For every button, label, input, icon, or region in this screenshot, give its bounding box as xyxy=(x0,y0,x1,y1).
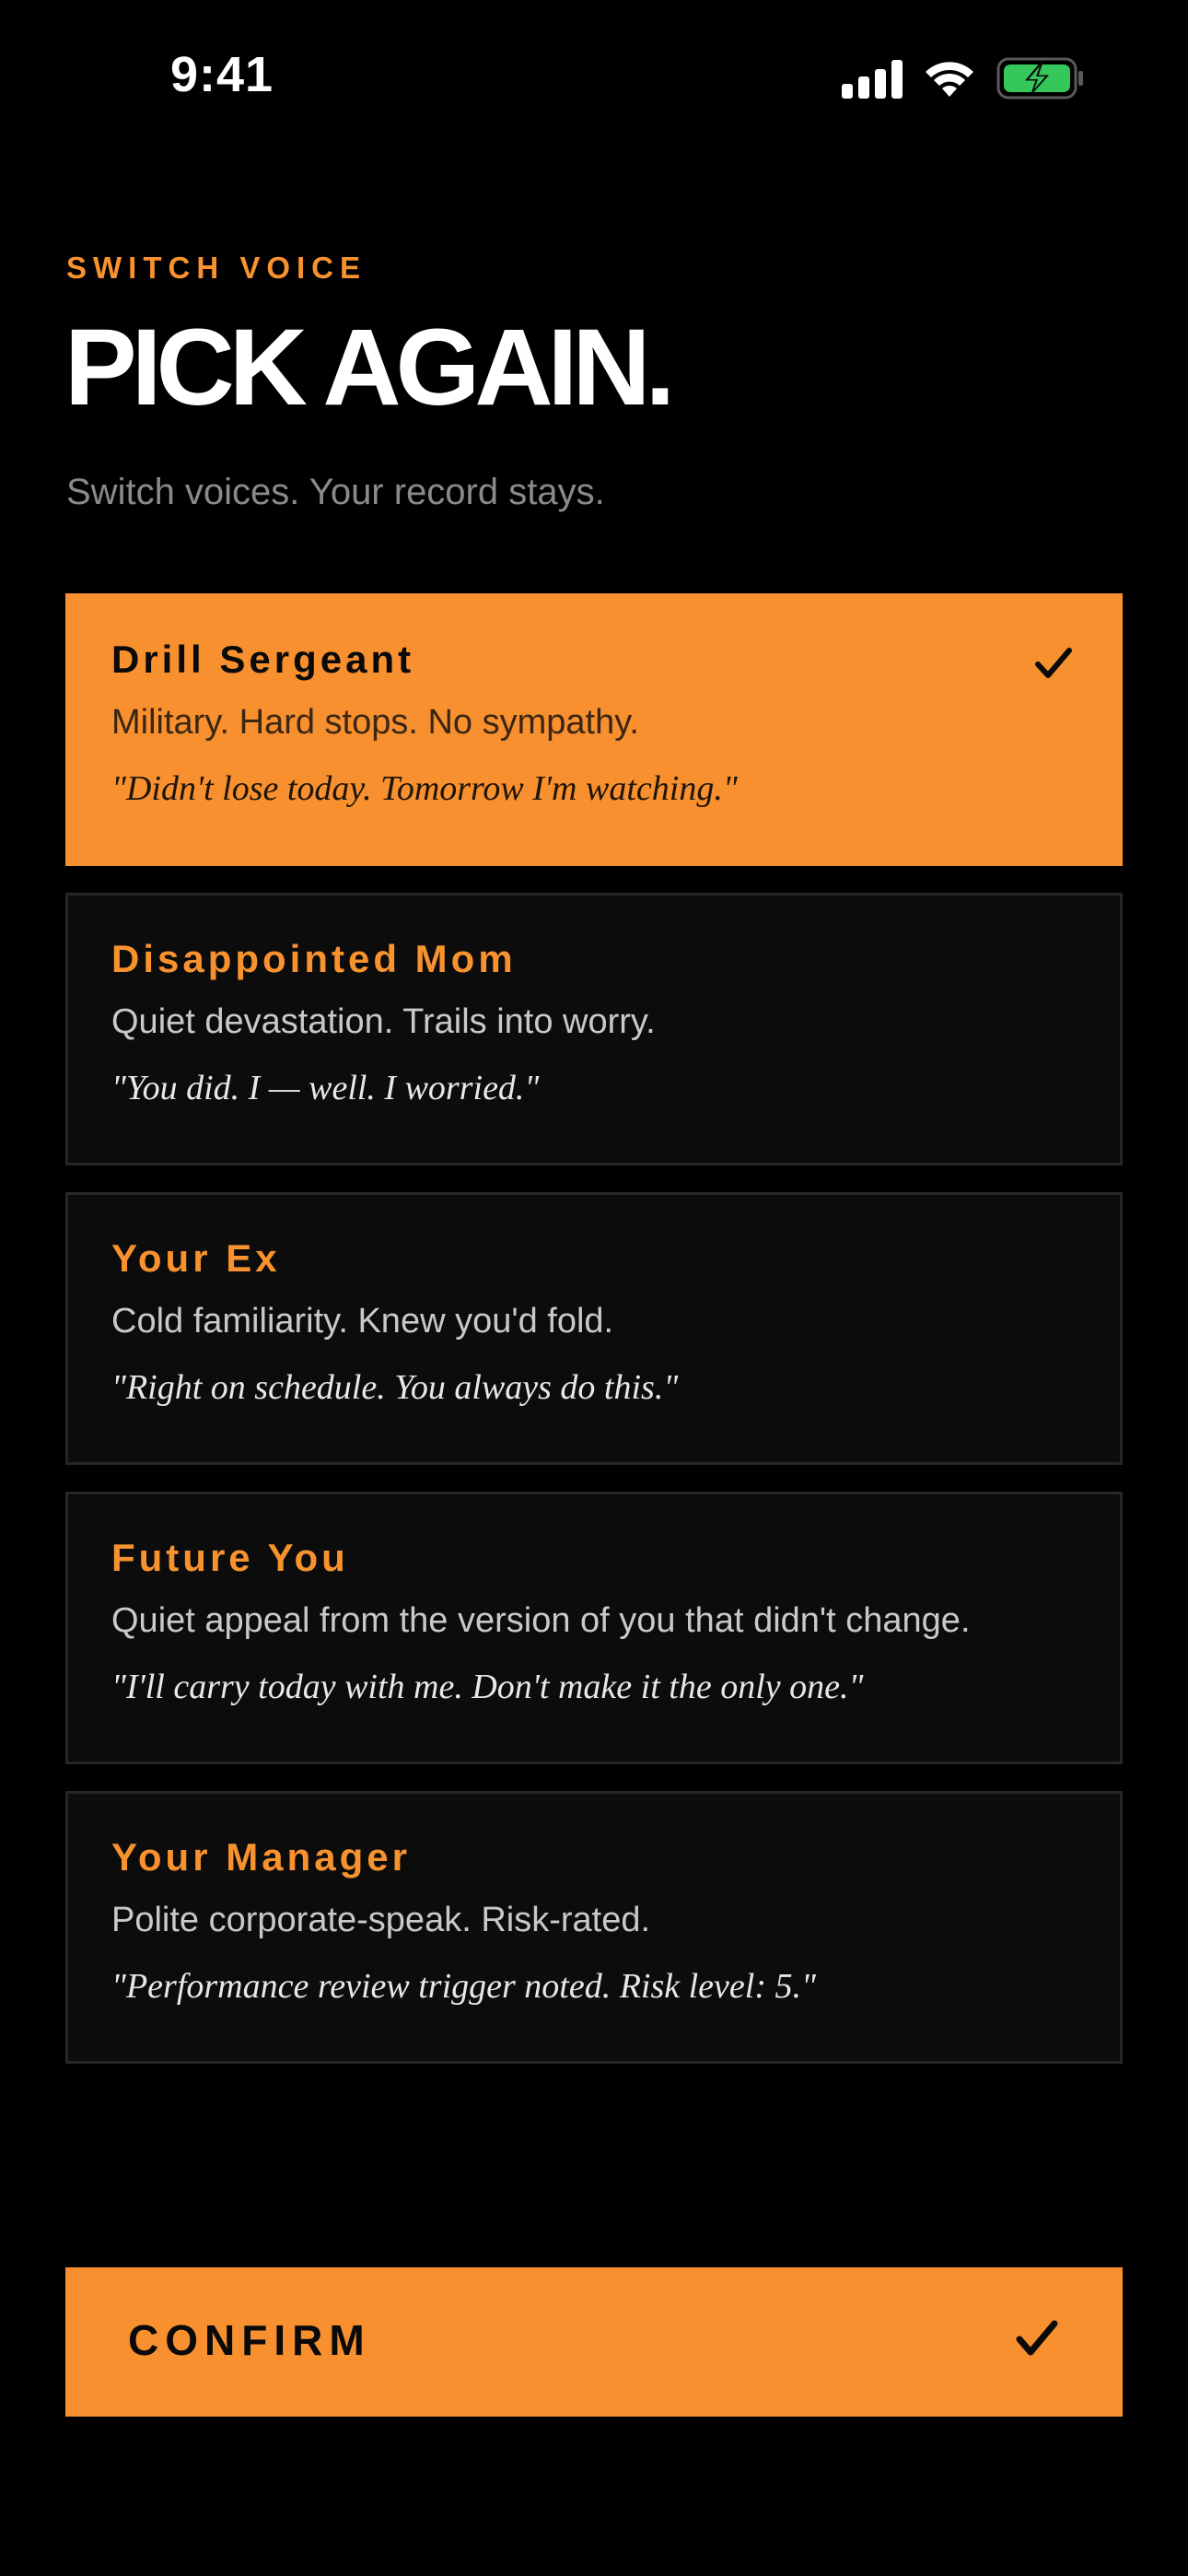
status-icons xyxy=(842,57,1085,100)
voice-name: Your Manager xyxy=(111,1835,411,1879)
voice-option-drill-sergeant[interactable] xyxy=(65,593,1123,866)
checkmark-icon xyxy=(1016,2319,1058,2362)
voice-description: Military. Hard stops. No sympathy. xyxy=(111,703,639,742)
voice-description: Quiet devastation. Trails into worry. xyxy=(111,1002,656,1041)
voice-name: Future You xyxy=(111,1536,349,1579)
page-title: PICK AGAIN. xyxy=(64,307,670,428)
voice-list xyxy=(65,593,1123,2090)
voice-quote: "You did. I — well. I worried." xyxy=(111,1069,540,1107)
voice-name: Disappointed Mom xyxy=(111,937,517,980)
voice-option-disappointed-mom[interactable] xyxy=(65,893,1123,1165)
status-bar xyxy=(0,0,1188,157)
wifi-icon xyxy=(923,58,976,99)
status-time: 9:41 xyxy=(170,47,274,102)
voice-description: Polite corporate-speak. Risk-rated. xyxy=(111,1901,651,1939)
voice-quote: "I'll carry today with me. Don't make it the only one." xyxy=(111,1668,864,1706)
voice-option-future-you[interactable] xyxy=(65,1492,1123,1764)
voice-quote: "Performance review trigger noted. Risk level: 5." xyxy=(111,1967,816,2006)
battery-charging-icon xyxy=(996,57,1085,100)
checkmark-icon xyxy=(1035,647,1072,685)
voice-description: Quiet appeal from the version of you that didn't change. xyxy=(111,1601,971,1640)
confirm-label: CONFIRM xyxy=(128,2316,371,2364)
confirm-button[interactable] xyxy=(65,2267,1123,2417)
section-eyebrow: SWITCH VOICE xyxy=(66,251,367,285)
page-subtitle: Switch voices. Your record stays. xyxy=(66,472,605,512)
voice-option-your-manager[interactable] xyxy=(65,1791,1123,2064)
voice-quote: "Didn't lose today. Tomorrow I'm watching." xyxy=(111,769,738,808)
voice-name: Drill Sergeant xyxy=(111,638,415,681)
voice-description: Cold familiarity. Knew you'd fold. xyxy=(111,1302,614,1341)
voice-name: Your Ex xyxy=(111,1236,281,1280)
voice-quote: "Right on schedule. You always do this." xyxy=(111,1368,679,1407)
cellular-signal-icon xyxy=(842,58,903,99)
voice-option-your-ex[interactable] xyxy=(65,1192,1123,1465)
